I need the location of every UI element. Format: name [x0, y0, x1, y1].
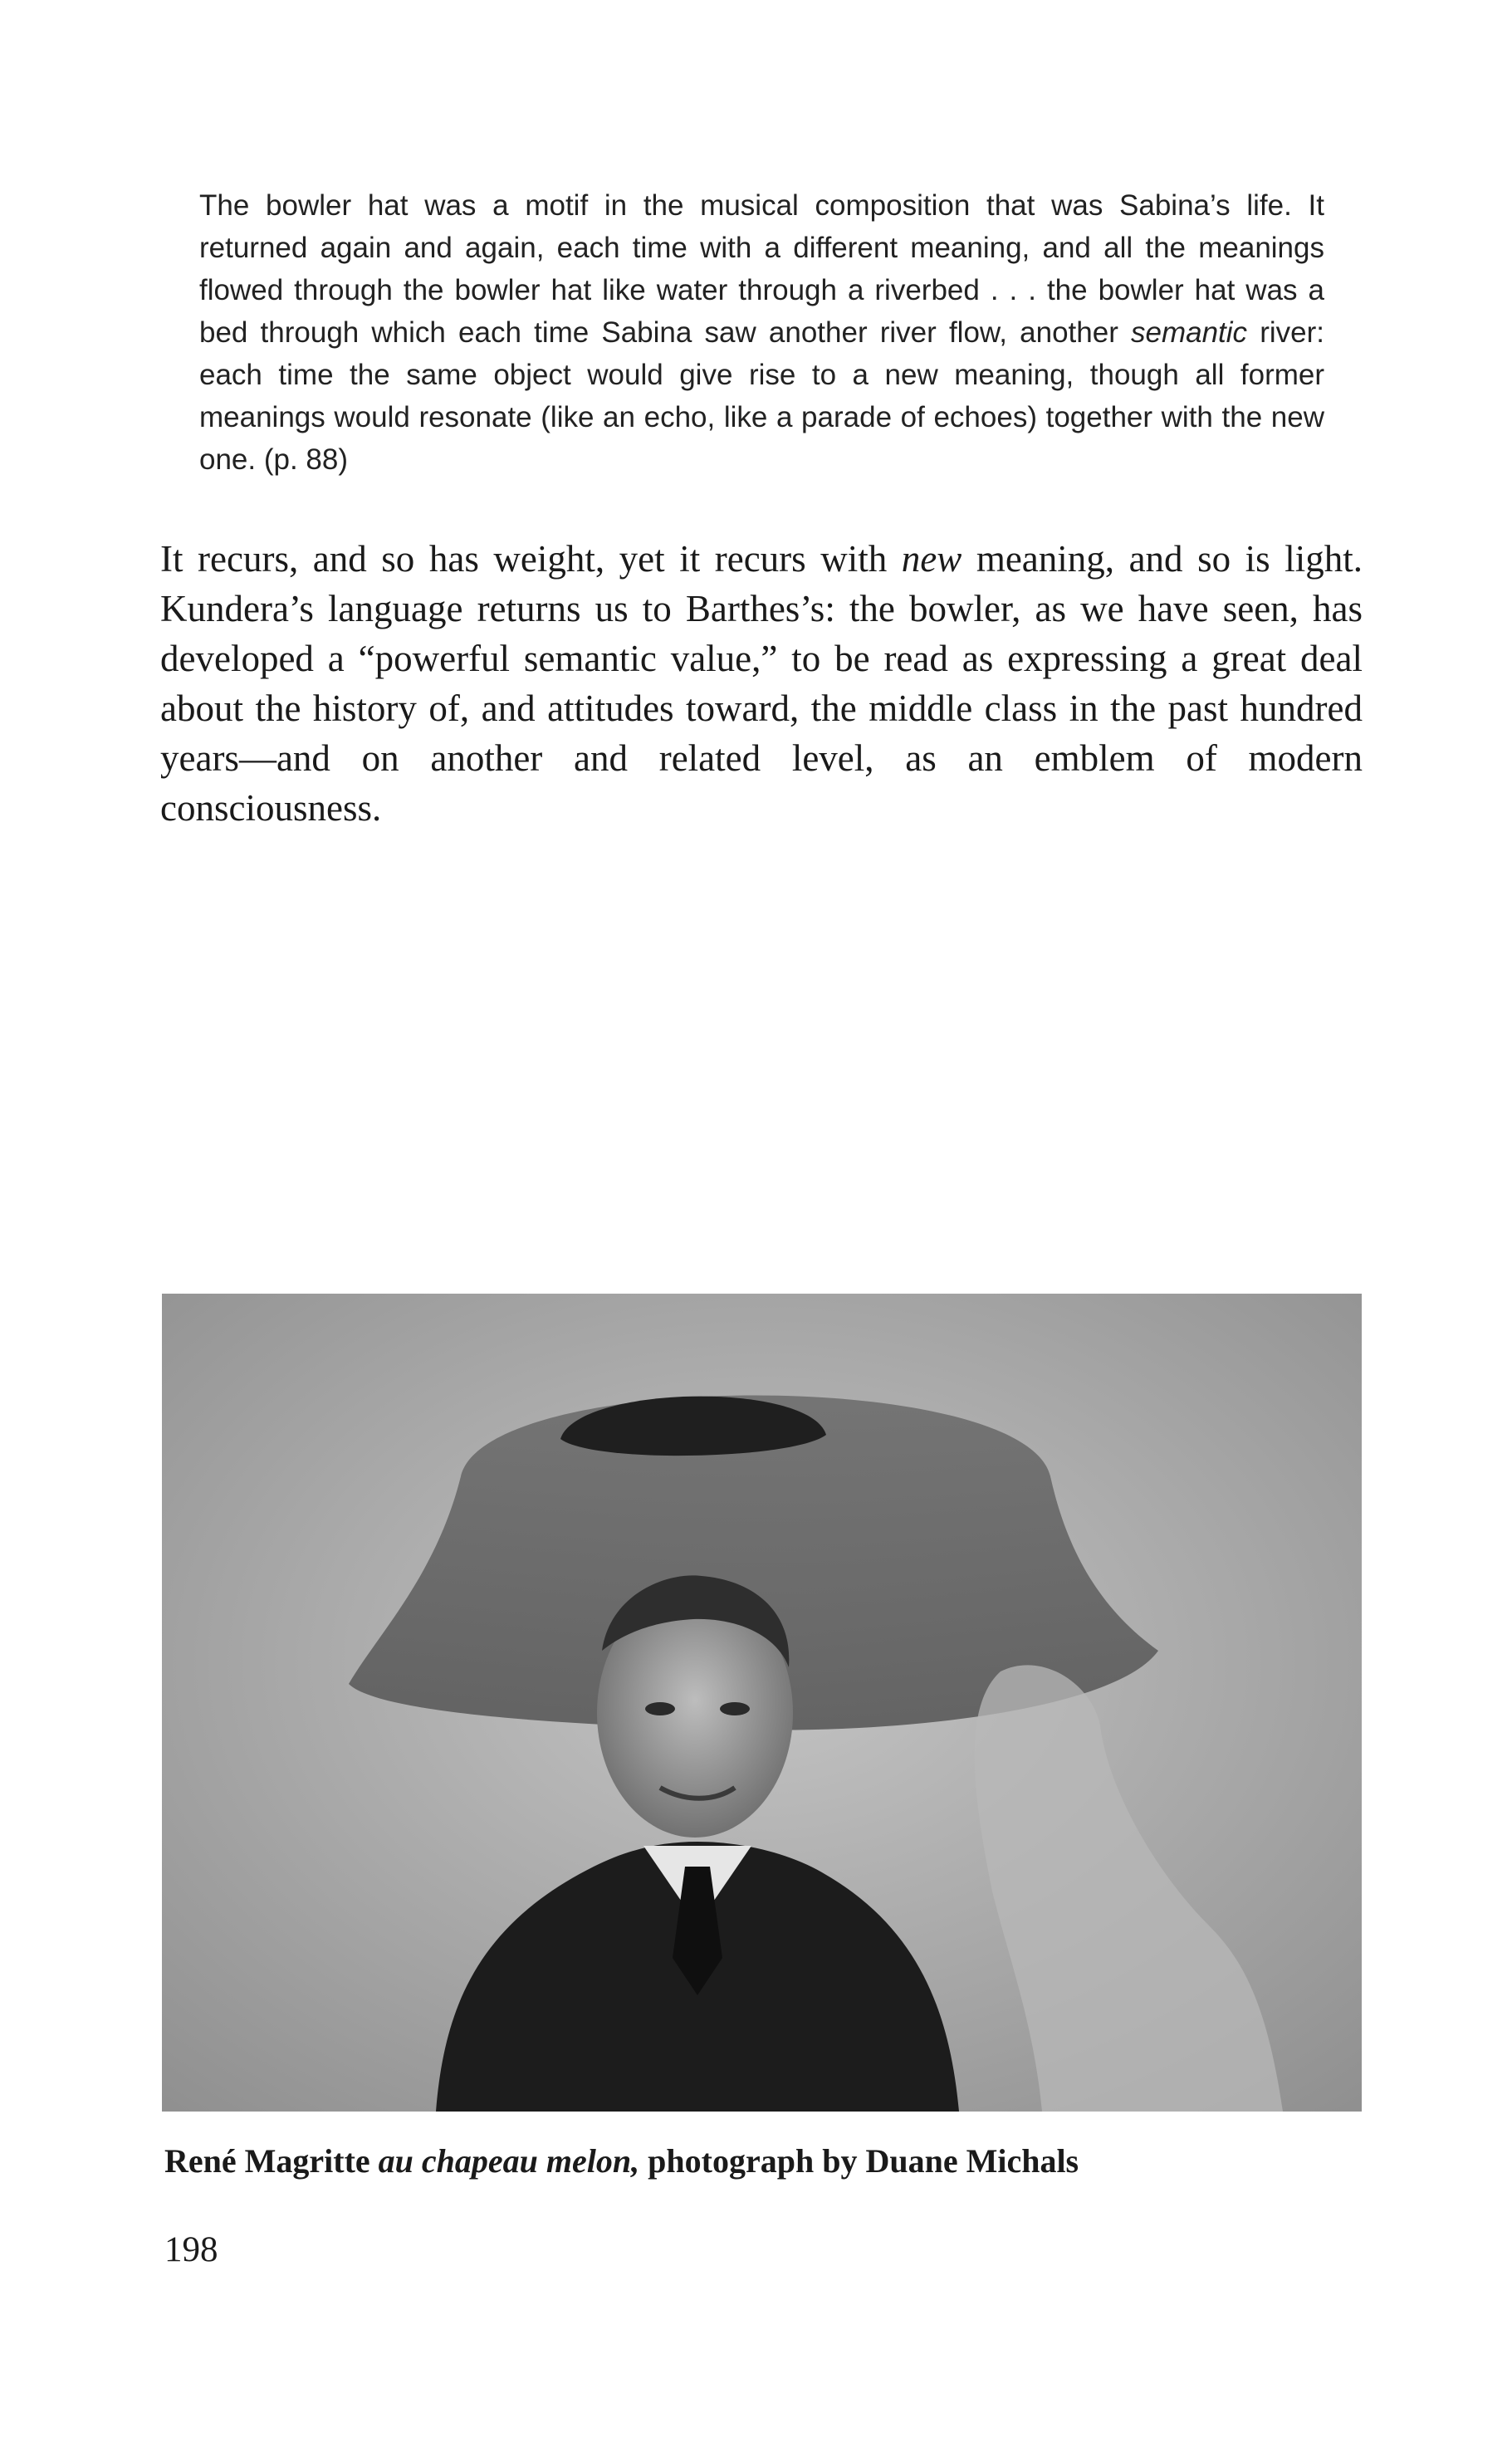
caption-text-start: René Magritte: [164, 2142, 379, 2180]
figure-caption: [164, 2141, 1360, 2182]
page-number: 198: [164, 2230, 218, 2269]
body-paragraph: [160, 534, 1363, 833]
caption-emphasis: au chapeau melon,: [378, 2142, 640, 2180]
block-quote: [199, 184, 1324, 481]
body-text-start: It recurs, and so has weight, yet it recurs with: [160, 538, 902, 580]
block-quote-paragraph: [199, 184, 1324, 481]
photograph-image: [162, 1294, 1362, 2112]
quote-text-start: The bowler hat was a motif in the musical composition that was Sabina’s life. It returned again and again, each time with a different meaning, and all the meanings flowed through the bowler hat like water through a riverbed . . . the bowler hat was a bed through which each time Sabina saw another river flow, another: [199, 189, 1324, 349]
caption-text-end: photograph by Duane Michals: [639, 2142, 1079, 2180]
quote-emphasis: semantic: [1131, 316, 1248, 349]
quote-text-end: river: each time the same object would give rise to a new meaning, though all former meanings would resonate (like an echo, like a parade of echoes) together with the new one. (p. 88): [199, 316, 1324, 476]
photograph-figure: [162, 1294, 1362, 2112]
body-paragraph-text: [160, 534, 1363, 833]
body-text-end: meaning, and so is light. Kundera’s language returns us to Barthes’s: the bowler, as we have seen, has developed a “powerful semantic value,” to be read as expressing a great deal about the history of, and attitudes toward, the middle class in the past hundred years—and on another and related level, as an emblem of modern consciousness.: [160, 538, 1363, 829]
body-emphasis: new: [901, 538, 962, 580]
